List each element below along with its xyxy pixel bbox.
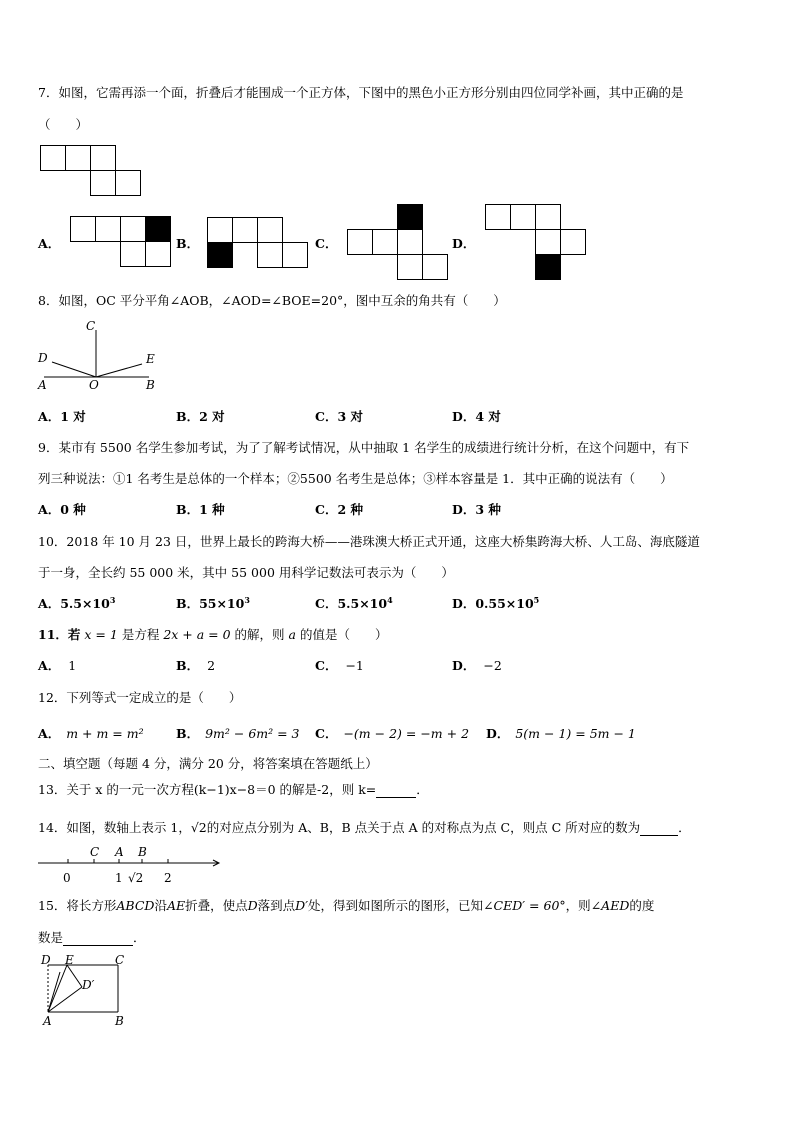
q11-option-a: [38, 656, 76, 674]
q12-stem: 12．下列等式一定成立的是（ ）: [38, 690, 242, 705]
q8-option-b: B．2 对: [176, 409, 225, 424]
q12-option-b-value: 9m² − 6m² = 3: [205, 726, 300, 741]
q15-dp: D′: [295, 898, 309, 913]
q9-option-a: A．0 种: [38, 502, 86, 517]
q10-option-d: [452, 594, 539, 612]
q9-option-c: C．2 种: [315, 502, 363, 517]
q9-stem-line1: 9．某市有 5500 名学生参加考试，为了了解考试情况，从中抽取 1 名学生的成绩进行统计分析，在这个问题中，有下: [38, 440, 690, 455]
q12-option-b: [176, 724, 300, 742]
q7-option-b-label: B．: [176, 236, 200, 251]
q11-mid: 是方程: [121, 627, 160, 642]
q7-stem-line1: 7．如图，它需再添一个面，折叠后才能围成一个正方体，下图中的黑色小正方形分别由四位同学补画，其中正确的是: [38, 85, 684, 100]
q7-option-d-figure: [485, 204, 590, 284]
q10-option-a-exp: 3: [109, 594, 116, 605]
q14-end: ．: [678, 820, 691, 835]
q8-option-d: D．4 对: [452, 409, 501, 424]
q9-stem-line2: 列三种说法：①1 名考生是总体的一个样本；②5500 名考生是总体；③样本容量是 1．其中正确的说法有（ ）: [38, 471, 673, 486]
q12-option-a: [38, 724, 144, 742]
q7-stem-line2: （ ）: [38, 117, 89, 132]
q15-label-e: E: [65, 953, 74, 967]
q15-ae: AE: [166, 898, 186, 913]
q14-stem: [38, 818, 691, 836]
q11-option-b-value: 2: [207, 658, 216, 673]
q12-option-c-label: C．: [315, 726, 338, 741]
q14-tick-sqrt2: √2: [128, 871, 144, 885]
q7-option-d-label: D．: [452, 236, 476, 251]
q8-label-c: C: [86, 319, 96, 333]
q13-end: ．: [416, 782, 429, 797]
q12-option-a-label: A．: [38, 726, 61, 741]
q11-option-c-value: −1: [345, 658, 364, 673]
q10-option-c-base: C．5.5×10: [315, 596, 388, 611]
q15-post: 的度: [629, 898, 655, 913]
q15-mid4: 处，得到如图所示的图形，已知: [308, 898, 484, 913]
q12-option-d-label: D．: [486, 726, 510, 741]
q11-option-d: [452, 656, 502, 674]
q15-mid5: ，则: [565, 898, 591, 913]
q11-option-d-label: D．: [452, 658, 476, 673]
q11-equation: 2x + a = 0: [163, 627, 231, 642]
q11-a: a: [288, 627, 296, 642]
q12-option-d: [486, 724, 636, 742]
q9-option-d: D．3 种: [452, 502, 501, 517]
q12-option-c: [315, 724, 469, 742]
q8-angle-figure: [36, 318, 166, 393]
q11-option-d-value: −2: [483, 658, 502, 673]
q11-post2: 的值是（ ）: [299, 627, 388, 642]
q15-answer-blank[interactable]: [63, 930, 133, 946]
q15-mid3: 落到点: [257, 898, 296, 913]
q14-prefix: 14．如图，数轴上表示 1，: [38, 820, 191, 835]
q13-stem: [38, 780, 429, 798]
q14-tick-1: 1: [115, 871, 123, 885]
q10-stem-line1: 10．2018 年 10 月 23 日，世界上最长的跨海大桥——港珠澳大桥正式开通，这座大桥集跨海大桥、人工岛、海底隧道: [38, 534, 700, 549]
q8-option-c: C．3 对: [315, 409, 363, 424]
q11-x-eq: x = 1: [84, 627, 118, 642]
q11-option-c-label: C．: [315, 658, 338, 673]
q15-angle2: ∠AED: [590, 898, 630, 913]
q10-option-d-base: D．0.55×10: [452, 596, 534, 611]
q10-option-b: [176, 594, 250, 612]
q14-tick-2: 2: [164, 871, 172, 885]
q15-angle1: ∠CED′ = 60°: [483, 898, 566, 913]
q8-label-b: B: [146, 378, 155, 392]
q10-option-b-exp: 3: [244, 594, 250, 605]
q14-post: 的对应点分别为 A、B，B 点关于点 A 的对称点为点 C，则点 C 所对应的数为: [206, 820, 641, 835]
q7-net-figure: [40, 145, 150, 200]
q7-option-b-figure: [207, 217, 312, 272]
q9-option-b: B．1 种: [176, 502, 225, 517]
q14-label-a: A: [115, 845, 124, 859]
q15-mid2: 折叠，使点: [185, 898, 248, 913]
q12-option-d-value: 5(m − 1) = 5m − 1: [515, 726, 636, 741]
q10-option-d-exp: 5: [533, 594, 540, 605]
q11-option-c: [315, 656, 364, 674]
q15-abcd: ABCD: [116, 898, 155, 913]
q14-tick-0: 0: [63, 871, 71, 885]
q10-stem-line2: 于一身，全长约 55 000 米，其中 55 000 用科学记数法可表示为（ ）: [38, 565, 454, 580]
q7-option-c-figure: [347, 204, 452, 284]
q11-prefix: 11．若: [38, 627, 81, 642]
q15-prefix: 15．将长方形: [38, 898, 117, 913]
q14-sqrt: √2: [190, 820, 207, 835]
q11-option-b: [176, 656, 215, 674]
q15-end: ．: [133, 930, 146, 945]
q7-option-a-label: A．: [38, 236, 61, 251]
q11-option-b-label: B．: [176, 658, 200, 673]
q8-label-e: E: [146, 352, 155, 366]
q15-label-d: D: [41, 953, 51, 967]
q13-text: 13．关于 x 的一元一次方程(k−1)x−8＝0 的解是-2，则 k=: [38, 782, 377, 797]
q8-option-a: A．1 对: [38, 409, 86, 424]
q15-label-b: B: [115, 1014, 124, 1028]
q14-answer-blank[interactable]: [640, 820, 678, 836]
section2-heading: 二、填空题（每题 4 分，满分 20 分，将答案填在答题纸上）: [38, 756, 378, 771]
q7-option-c-label: C．: [315, 236, 338, 251]
q11-option-a-value: 1: [68, 658, 77, 673]
q11-stem: [38, 625, 388, 643]
q15-stem-line1: [38, 896, 654, 914]
q11-post1: 的解，则: [234, 627, 285, 642]
q15-line2: 数是: [38, 930, 64, 945]
q10-option-b-base: B．55×10: [176, 596, 245, 611]
q12-option-b-label: B．: [176, 726, 200, 741]
q12-option-c-value: −(m − 2) = −m + 2: [343, 726, 470, 741]
q8-label-d: D: [38, 351, 48, 365]
q15-label-a: A: [43, 1014, 52, 1028]
q14-label-b: B: [138, 845, 147, 859]
q7-option-a-figure: [70, 216, 175, 271]
q8-label-a: A: [38, 378, 47, 392]
q14-label-c: C: [90, 845, 100, 859]
q15-d: D: [247, 898, 258, 913]
q10-option-c-exp: 4: [387, 594, 393, 605]
q13-answer-blank[interactable]: [376, 782, 416, 798]
q10-option-a-base: A．5.5×10: [38, 596, 110, 611]
q10-option-c: [315, 594, 393, 612]
q10-option-a: [38, 594, 115, 612]
q15-mid1: 沿: [154, 898, 167, 913]
q11-option-a-label: A．: [38, 658, 61, 673]
q15-fold-figure: [38, 952, 138, 1037]
q14-number-line: [38, 844, 228, 884]
q15-label-dprime: D′: [82, 978, 95, 992]
q12-option-a-value: m + m = m²: [66, 726, 144, 741]
q8-label-o: O: [89, 378, 99, 392]
q15-stem-line2: [38, 928, 146, 946]
q15-label-c: C: [115, 953, 125, 967]
q8-stem: 8．如图，OC 平分平角∠AOB，∠AOD=∠BOE=20°，图中互余的角共有（ ）: [38, 293, 506, 308]
